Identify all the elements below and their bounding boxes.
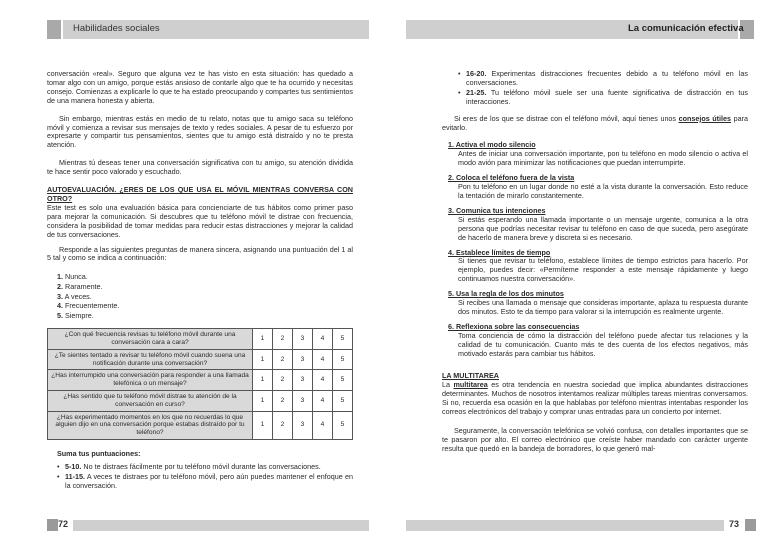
self-assessment-text: Este test es solo una evaluación básica para concienciarte de tus hábitos como primer paso para mejorar la comunicación. Si descubres que tu teléfono móvil te distrae con frecuencia, considera la posibilidad de tomar medidas para reducir estas distracciones y mejorar la calidad de tus conversaciones.: [47, 202, 353, 239]
score-option: 4: [313, 349, 333, 370]
sum-title: Suma tus puntuaciones:: [57, 449, 141, 459]
left-page: [0, 0, 391, 554]
score-option: 5: [333, 391, 353, 412]
score-option: 2: [273, 391, 293, 412]
question-row: [48, 349, 353, 370]
paragraph: Sin embargo, mientras estás en medio de tu relato, notas que tu amigo saca su teléfono móvil y comienza a revisar sus mensajes de texto y redes sociales. A pesar de tu esfuerzo por expresarte y compartir tus pensamientos, sientes que tu amigo está distraído y no te presta atención.: [47, 113, 353, 150]
scale-list: [57, 272, 353, 320]
scale-item: 3. A veces.: [57, 291, 92, 301]
tip-item: 4. Establece límites de tiempo Si tienes que revisar tu teléfono, establece límites de tiempo estrictos para hacerlo. Por ejemplo, puedes decir: «Permíteme responder a este mensaje rápidamente y luego continuamos nuestra conversación».: [448, 247, 748, 284]
score-option: 4: [313, 329, 333, 350]
paragraph: Seguramente, la conversación telefónica se volvió confusa, con detalles importantes que se te pasaron por alto. El correo electrónico que creíste haber mandado con carácter urgente resulta que quedó en la bandeja de borradores, lo que generó mal-: [442, 426, 748, 453]
question-row: [48, 411, 353, 439]
score-option: 3: [293, 370, 313, 391]
questionnaire-table: [47, 328, 353, 440]
right-page: [392, 0, 783, 554]
score-option: 5: [333, 411, 353, 439]
tips-intro: Si eres de los que se distrae con el teléfono móvil, aquí tienes unos consejos útiles para evitarlo.: [442, 113, 748, 132]
score-option: 3: [293, 329, 313, 350]
score-option: 3: [293, 391, 313, 412]
right-text-column: [442, 70, 748, 463]
tip-item: 5. Usa la regla de los dos minutos Si recibes una llamada o mensaje que consideras importante, aplaza tu respuesta durante dos minutos. Esto te da tiempo para valorar si la interrupción es realmente urgente.: [448, 289, 748, 316]
tip-item: 3. Comunica tus intenciones Si estás esperando una llamada importante o un mensaje urgente, comunica a la otra persona que podrías necesitar revisar tu teléfono en caso de que suceda, pero asegúrate de hacerlo de manera breve y discreta si es necesario.: [448, 205, 748, 242]
results-list-left: [65, 463, 353, 491]
left-text-column: [47, 70, 353, 499]
score-option: 5: [333, 370, 353, 391]
page-number: 73: [729, 519, 740, 529]
scale-item: 2. Raramente.: [57, 281, 103, 291]
footer-marker: [745, 519, 756, 531]
scale-item: 4. Frecuentemente.: [57, 301, 120, 311]
tip-item: 6. Reflexiona sobre las consecuencias Toma conciencia de cómo la distracción del teléfono puede afectar tus relaciones y la calidad de tu comunicación. Cuanto más te des cuenta de los efectos negativos, más motivado estarás para cambiar tus hábitos.: [448, 321, 748, 358]
question-text: ¿Has experimentado momentos en los que no recuerdas lo que alguien dijo en una conversación porque estabas distraído por tu teléfono?: [48, 411, 253, 439]
question-text: ¿Has sentido que tu teléfono móvil distrae tu atención de la conversación en curso?: [48, 391, 253, 412]
tips-list: [448, 141, 748, 358]
header-marker: [47, 20, 61, 39]
score-option: 3: [293, 411, 313, 439]
score-option: 5: [333, 329, 353, 350]
footer-bar: [406, 520, 724, 531]
score-option: 3: [293, 349, 313, 370]
multitask-section: LA MULTITAREA La multitarea es otra tendencia en nuestra sociedad que implica abundantes distracciones determinantes. Muchos de nosotros intentamos realizar múltiples tareas mientras conversamos. Si no, recuerda esa ocasión en la que hablabas por teléfono mientras intentabas responder los correos electrónicos del trabajo y comprar unas entradas para un concierto por internet.: [442, 371, 749, 417]
self-assessment-title: AUTOEVALUACIÓN. ¿ERES DE LOS QUE USA EL MÓVIL MIENTRAS CONVERSA CON OTRO?: [47, 185, 353, 203]
question-row: [48, 370, 353, 391]
score-option: 2: [273, 329, 293, 350]
self-assessment-block: [47, 186, 353, 239]
result-item: • 21-25. Tu teléfono móvil suele ser una fuente significativa de distracción en tus interacciones.: [466, 89, 748, 107]
score-option: 4: [313, 370, 333, 391]
running-header: La comunicación efectiva: [628, 23, 744, 34]
result-item: • 11-15. A veces te distraes por tu teléfono móvil, pero aún puedes mantener el enfoque en la conversación.: [65, 473, 353, 491]
score-option: 1: [253, 391, 273, 412]
score-option: 1: [253, 370, 273, 391]
score-option: 4: [313, 411, 333, 439]
paragraph: conversación «real». Seguro que alguna vez te has visto en esta situación: has quedado a tomar algo con un amigo, porque estás ansioso de contarle algo que te ha ocurrido y necesitas consejo. Comienzas a explicarle lo que te ha estado preocupando y compartes tus sentimientos de una manera honesta y abierta.: [47, 69, 353, 105]
score-option: 2: [273, 411, 293, 439]
question-row: [48, 329, 353, 350]
section-title: LA MULTITAREA: [442, 371, 499, 381]
results-list-right: [466, 70, 748, 107]
question-text: ¿Con qué frecuencia revisas tu teléfono móvil durante una conversación cara a cara?: [48, 329, 253, 350]
tip-item: 1. Activa el modo silencio Antes de iniciar una conversación importante, pon tu teléfono en modo silencio o activa el modo avión para minimizar las notificaciones que puedan interrumpirte.: [448, 140, 748, 168]
footer-bar: [73, 520, 369, 531]
result-item: • 16-20. Experimentas distracciones frecuentes debido a tu teléfono móvil en las conversaciones.: [466, 70, 748, 88]
score-option: 4: [313, 391, 333, 412]
score-option: 5: [333, 349, 353, 370]
score-option: 1: [253, 329, 273, 350]
score-option: 1: [253, 411, 273, 439]
result-item: • 5-10. No te distraes fácilmente por tu teléfono móvil durante las conversaciones.: [65, 463, 353, 472]
running-header: Habilidades sociales: [73, 23, 160, 34]
paragraph: Mientras tú deseas tener una conversación significativa con tu amigo, su atención dividida te hace sentir poco valorado y escuchado.: [47, 158, 353, 177]
question-text: ¿Has interrumpido una conversación para responder a una llamada telefónica o un mensaje?: [48, 370, 253, 391]
question-text: ¿Te sientes tentado a revisar tu teléfono móvil cuando suena una notificación durante una conversación?: [48, 349, 253, 370]
score-option: 2: [273, 349, 293, 370]
scale-item: 5. Siempre.: [57, 310, 94, 320]
page-number: 72: [58, 519, 69, 529]
tip-item: 2. Coloca el teléfono fuera de la vista Pon tu teléfono en un lugar donde no esté a la vista durante la conversación. Esto reduce la tentación de mirarlo constantemente.: [448, 173, 748, 200]
score-option: 1: [253, 349, 273, 370]
footer-marker: [47, 519, 58, 531]
score-option: 2: [273, 370, 293, 391]
instructions: Responde a las siguientes preguntas de manera sincera, asignando una puntuación del 1 al 5 tal y como se indica a continuación:: [47, 244, 353, 263]
question-row: [48, 391, 353, 412]
scale-item: 1. Nunca.: [57, 272, 88, 282]
